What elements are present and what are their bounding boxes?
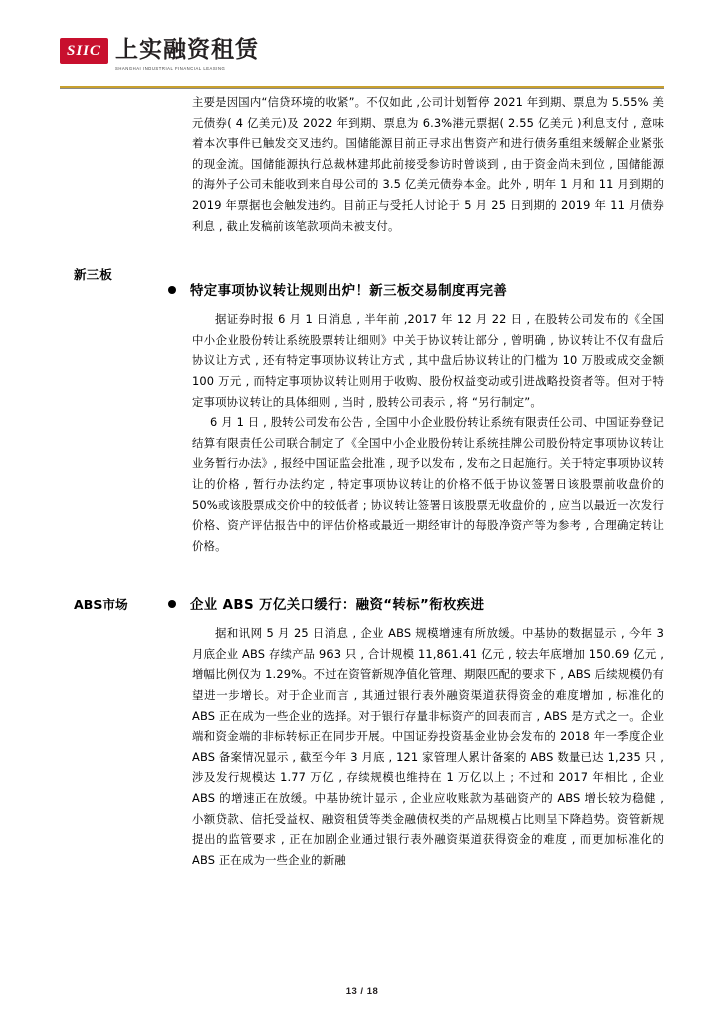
logo-title-cn: 上实融资租赁 (115, 37, 259, 63)
section-content-xinsanban (168, 258, 664, 556)
intro-paragraph: 主要是因国内“信贷环境的收紧”。不仅如此 ,公司计划暂停 2021 年到期、票息为 5.55% 美元债券( 4 亿美元)及 2022 年到期、票息为 6.3%港元票据( 2.55 亿美元 )利息支付 , 意味着本次事件已触发交叉违约。国储能源目前正寻求出售资产和进行债务重组来缓解企业紧张的现金流。国储能源执行总裁林建邦此前接受参访时曾谈到 , 由于资金尚未到位 , 国储能源的海外子公司未能收到来自母公司的 3.5 亿美元债券本金。此外 , 明年 1 月和 11 月到期的 2019 年票据也会触发违约。目前正与受托人讨论于 5 月 25 日到期的 2019 年 11 月债券利息 , 截止发稿前该笔款项尚未被支付。 (192, 95, 664, 233)
logo-text-block (115, 38, 259, 71)
bullet-title-text: 特定事项协议转让规则出炉！新三板交易制度再完善 (190, 284, 508, 300)
section-abs (0, 572, 724, 870)
section-label-abs: ABS市场 (74, 597, 128, 613)
bullet-heading-xinsanban (168, 280, 664, 299)
paragraph-abs-1: 据和讯网 5 月 25 日消息 , 企业 ABS 规模增速有所放缓。中基协的数据显示 , 今年 3 月底企业 ABS 存续产品 963 只 , 合计规模 11,861.41 亿元 , 较去年底增加 150.69 亿元 , 增幅比例仅为 1.29%。不过在资管新规净值化管理、期限匹配的要求下 , ABS 后续规模仍有望进一步增长。对于企业而言 , 其通过银行表外融资渠道获得资金的难度增加 , 标准化的 ABS 正在成为一些企业的选择。对于银行存量非标资产的回表而言 , ABS 是方式之一。企业端和资金端的非标转标正在同步开展。中国证券投资基金业协会发布的 2018 年一季度企业 ABS 备案情况显示 , 截至今年 3 月底 , 121 家管理人累计备案的 ABS 数量已达 1,235 只 , 涉及发行规模达 1.77 万亿 , 存续规模也维持在 1 万亿以上 ; 不过和 2017 年相比 , 企业 ABS 的增速正在放缓。中基协统计显示 , 企业应收账款为基础资产的 ABS 增长较为稳健 , 小额贷款、信托受益权、融资租赁等类金融债权类的产品规模占比则呈下降趋势。资管新规提出的监管要求 , 正在加剧企业通过银行表外融资渠道获得资金的难度 , 而更加标准化的 ABS 正在成为一些企业的新融 (192, 626, 664, 867)
section-content-abs (168, 572, 664, 870)
company-logo (60, 38, 259, 71)
document-header (0, 0, 724, 88)
bullet-dot-icon (168, 286, 176, 294)
header-divider-gray (60, 88, 664, 89)
bullet-dot-icon (168, 600, 176, 608)
page-number: 13 / 18 (345, 986, 379, 997)
section-xinsanban (0, 258, 724, 556)
bullet-title-text: 企业 ABS 万亿关口缓行：融资“转标”衔枚疾进 (190, 598, 485, 614)
paragraph-xinsanban-2: 6 月 1 日 , 股转公司发布公告 , 全国中小企业股份转让系统有限责任公司、中国证券登记结算有限责任公司联合制定了《全国中小企业股份转让系统挂牌公司股份特定事项协议转让业务暂行办法》, 报经中国证监会批准 , 现予以发布 , 发布之日起施行。关于特定事项协议转让的价格 , 暂行办法约定 , 特定事项协议转让的价格不低于协议签署日该股票前收盘价的 50%或该股票成交价中的较低者 ; 协议转让签署日该股票无收盘价的 , 应当以最近一次发行价格、资产评估报告中的评估价格或最近一期经审计的每股净资产等为参考 , 合理确定转让价格。 (192, 415, 664, 553)
document-body (0, 92, 724, 870)
logo-title-en: SHANGHAI INDUSTRIAL FINANCIAL LEASING (115, 66, 226, 71)
paragraph-xinsanban-1: 据证券时报 6 月 1 日消息 , 半年前 ,2017 年 12 月 22 日 , 在股转公司发布的《全国中小企业股份转让系统股票转让细则》中关于协议转让部分 , 曾明确 , 协议转让不仅有盘后协议让方式 , 还有特定事项协议转让方式 , 其中盘后协议转让的门槛为 10 万股或成交金额 100 万元 , 而特定事项协议转让则用于收购、股份权益变动或引进战略投资者等。但对于特定事项协议转让的具体细则 , 当时 , 股转公司表示 , 将 “另行制定”。 (192, 312, 664, 409)
bullet-heading-abs (168, 594, 664, 613)
page-footer (0, 986, 724, 997)
section-label-xinsanban: 新三板 (74, 267, 112, 283)
logo-mark: SIIC (60, 38, 108, 64)
